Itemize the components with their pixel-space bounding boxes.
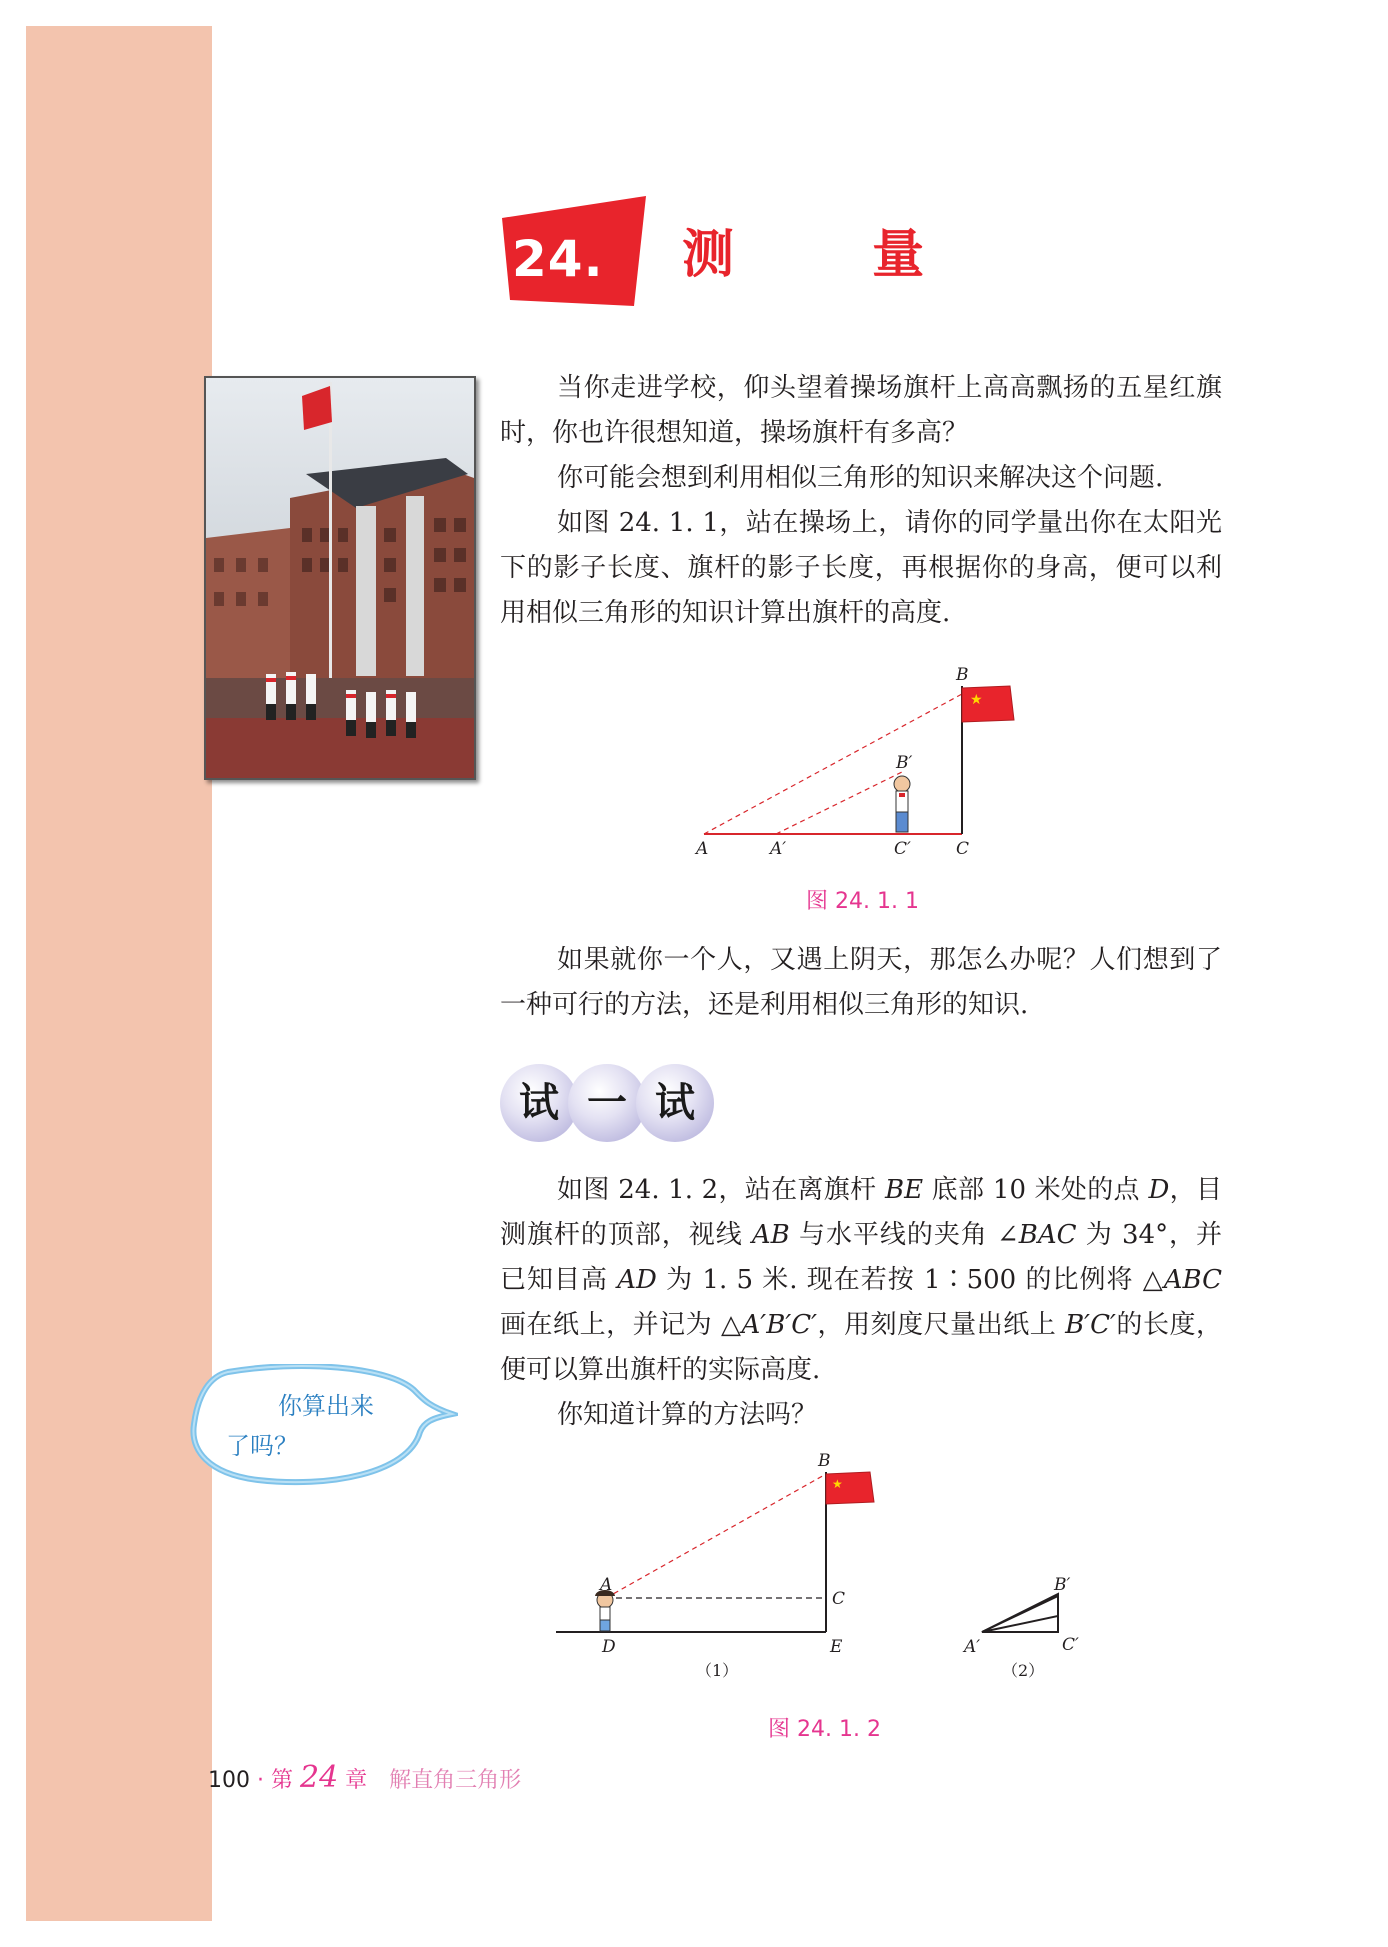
figure-24-1-2 bbox=[550, 1450, 1110, 1680]
figure1-caption: 图 24. 1. 1 bbox=[806, 889, 919, 914]
fig1-label-a: A bbox=[696, 839, 709, 859]
fig1-label-c: C bbox=[956, 839, 970, 859]
footer-separator: · bbox=[250, 1768, 271, 1793]
chapter-title: 解直角三角形 bbox=[389, 1768, 522, 1793]
paragraph-4: 如果就你一个人，又遇上阴天，那怎么办呢？人们想到了一种可行的方法，还是利用相似三角形的知识. bbox=[500, 945, 1222, 1020]
fig2-label-b-prime: B′ bbox=[1054, 1575, 1071, 1595]
svg-text:★: ★ bbox=[832, 1477, 843, 1491]
fig2-label-a: A bbox=[600, 1575, 613, 1595]
figure-24-1-1 bbox=[680, 660, 1020, 860]
try-it-char-3: 试 bbox=[636, 1064, 714, 1142]
svg-text:★: ★ bbox=[970, 692, 983, 708]
girl-figure bbox=[595, 1590, 615, 1631]
speech-bubble-text: 你算出来了吗？ bbox=[226, 1392, 374, 1460]
chapter-label: 第 24 章 bbox=[270, 1760, 368, 1795]
fig2-label-c-prime: C′ bbox=[1062, 1635, 1079, 1655]
intro-paragraph-2: 你可能会想到利用相似三角形的知识来解决这个问题. bbox=[557, 463, 1164, 493]
section-title: 测 量 bbox=[682, 225, 985, 285]
intro-paragraph-3: 如图 24. 1. 1，站在操场上，请你的同学量出你在太阳光下的影子长度、旗杆的影子长度，再根据你的身高，便可以利用相似三角形的知识计算出旗杆的高度. bbox=[500, 508, 1222, 628]
intro-paragraph-1: 当你走进学校，仰头望着操场旗杆上高高飘扬的五星红旗时，你也许很想知道，操场旗杆有多高？ bbox=[500, 373, 1222, 448]
fig1-label-c-prime: C′ bbox=[894, 839, 911, 859]
flag-raising-photo bbox=[204, 376, 476, 780]
try-it-heading bbox=[500, 1064, 710, 1150]
fig2-label-e: E bbox=[830, 1637, 843, 1657]
fig2-label-d: D bbox=[602, 1637, 616, 1657]
section-number: 24. 1 bbox=[512, 230, 604, 350]
fig1-label-b-prime: B′ bbox=[896, 753, 913, 773]
try-it-char-1: 试 bbox=[500, 1064, 578, 1142]
margin-sidebar bbox=[26, 26, 212, 1921]
student-figure bbox=[894, 776, 910, 832]
fig2-label-a-prime: A′ bbox=[964, 1637, 981, 1657]
fig1-label-a-prime: A′ bbox=[770, 839, 787, 859]
try-it-char-2: 一 bbox=[568, 1064, 646, 1142]
try-it-paragraph: 如图 24. 1. 2，站在离旗杆 BE 底部 10 米处的点 D，目测旗杆的顶部，视线 AB 与水平线的夹角 ∠BAC 为 34°，并已知目高 AD 为 1. 5 米. 现在若按 1∶500 的比例将 △ABC 画在纸上，并记为 △A′B′C′，用刻度尺量出纸上 B′C′的长度，便可以算出旗杆的实际高度. bbox=[500, 1175, 1223, 1385]
fig2-label-b: B bbox=[818, 1451, 831, 1471]
fig2-sub-2: （2） bbox=[1002, 1661, 1045, 1680]
page-number: 100 bbox=[208, 1768, 250, 1793]
page-footer bbox=[208, 1758, 521, 1798]
figure2-caption: 图 24. 1. 2 bbox=[768, 1717, 881, 1742]
fig1-label-b: B bbox=[956, 665, 969, 685]
fig2-label-c: C bbox=[832, 1589, 846, 1609]
paragraph-6: 你知道计算的方法吗？ bbox=[557, 1400, 818, 1430]
fig2-sub-1: （1） bbox=[696, 1661, 739, 1680]
